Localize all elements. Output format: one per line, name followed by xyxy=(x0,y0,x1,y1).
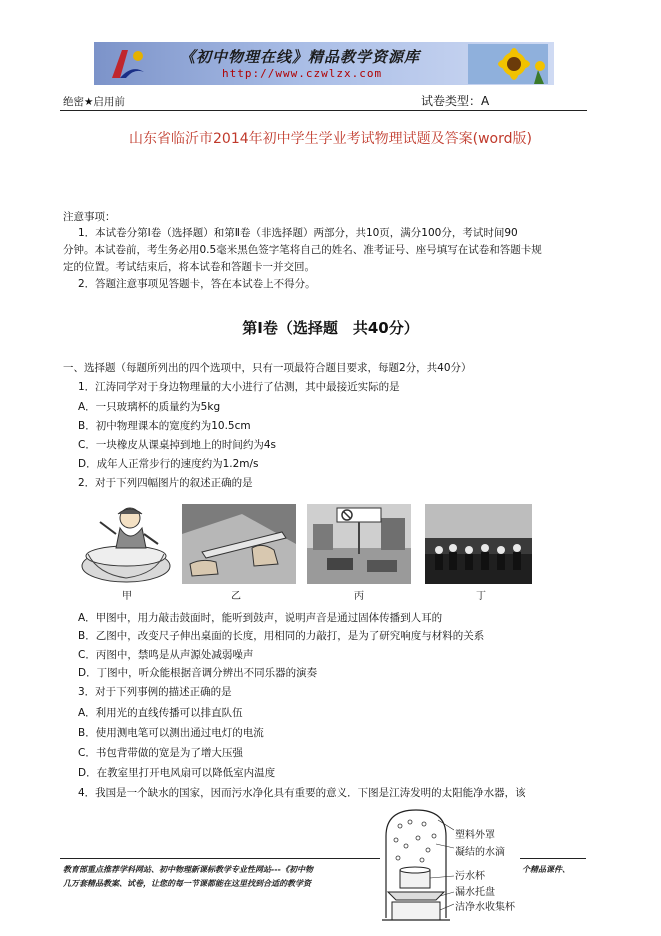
diagram-label: 污水杯 xyxy=(455,871,485,882)
drum-boy-figure xyxy=(78,504,174,584)
option: A．一只玻璃杯的质量约为5kg xyxy=(78,401,221,413)
part-intro: 一、选择题（每题所列出的四个选项中，只有一项最符合题目要求，每题2分，共40分） xyxy=(63,362,472,374)
banner-url: http://www.czwlzx.com xyxy=(222,67,383,80)
option: A．甲图中，用力敲击鼓面时，能听到鼓声，说明声音是通过固体传播到人耳的 xyxy=(78,612,443,624)
diagram-label: 塑料外罩 xyxy=(455,830,495,841)
diagram-label: 漏水托盘 xyxy=(455,887,495,898)
notes-line: 分钟。本试卷前，考生务必用0.5毫米黑色签字笔将自己的姓名、准考证号、座号填写在试卷和答题卡规 xyxy=(63,244,542,256)
figure-caption: 甲 xyxy=(122,591,132,602)
option: A．利用光的直线传播可以排直队伍 xyxy=(78,707,243,719)
option: C．一块橡皮从课桌掉到地上的时间约为4s xyxy=(78,439,276,451)
header-divider xyxy=(60,110,587,111)
question-stem: 2．对于下列四幅图片的叙述正确的是 xyxy=(78,477,253,489)
orchestra-figure xyxy=(425,504,532,584)
figure-caption: 丙 xyxy=(354,591,364,602)
section-title: 第Ⅰ卷（选择题 共40分） xyxy=(242,319,419,337)
option: B．使用测电笔可以测出通过电灯的电流 xyxy=(78,727,264,739)
option: D．成年人正常步行的速度约为1.2m/s xyxy=(78,458,259,470)
question-stem: 4．我国是一个缺水的国家，因而污水净化具有重要的意义．下图是江涛发明的太阳能净水器，该 xyxy=(78,787,526,799)
notes-line: 2．答题注意事项见答题卡，答在本试卷上不得分。 xyxy=(78,278,316,290)
diagram-label: 凝结的水滴 xyxy=(455,847,505,858)
diagram-label: 洁净水收集杯 xyxy=(455,902,515,913)
paper-type: 试卷类型：A xyxy=(421,94,490,108)
option: C．丙图中，禁鸣是从声源处减弱噪声 xyxy=(78,649,254,661)
confidential-mark: 绝密★启用前 xyxy=(63,96,125,108)
option: B．初中物理课本的宽度约为10.5cm xyxy=(78,420,251,432)
sunflower-icon xyxy=(468,44,548,84)
notes-heading: 注意事项： xyxy=(63,211,116,223)
ruler-table-figure xyxy=(182,504,296,584)
notes-line: 定的位置。考试结束后，将本试卷和答题卡一并交回。 xyxy=(63,261,315,273)
option: C．书包背带做的宽是为了增大压强 xyxy=(78,747,243,759)
no-honking-street-figure xyxy=(307,504,411,584)
site-logo-icon xyxy=(108,46,148,82)
document-title: 山东省临沂市2014年初中学生学业考试物理试题及答案(word版) xyxy=(129,131,532,147)
option: D．在教室里打开电风扇可以降低室内温度 xyxy=(78,767,276,779)
footer-divider xyxy=(60,858,380,859)
question-stem: 3．对于下列事例的描述正确的是 xyxy=(78,686,232,698)
figure-caption: 乙 xyxy=(231,591,241,602)
footer-divider xyxy=(520,858,586,859)
footer-text: 个精品课件、 xyxy=(522,865,570,874)
question-stem: 1．江涛同学对于身边物理量的大小进行了估测，其中最接近实际的是 xyxy=(78,381,400,393)
option: D．丁图中，听众能根据音调分辨出不同乐器的演奏 xyxy=(78,667,318,679)
option: B．乙图中，改变尺子伸出桌面的长度，用相同的力敲打，是为了研究响度与材料的关系 xyxy=(78,630,485,642)
solar-purifier-diagram xyxy=(378,806,454,928)
footer-text: 教育部重点推荐学科网站、初中物理新课标教学专业性网站---《初中物 xyxy=(63,865,313,874)
figure-caption: 丁 xyxy=(476,591,486,602)
notes-line: 1．本试卷分第Ⅰ卷（选择题）和第Ⅱ卷（非选择题）两部分，共10页，满分100分，考试时间90 xyxy=(78,227,518,239)
banner-title: 《初中物理在线》精品教学资源库 xyxy=(180,48,421,66)
footer-text: 几万套精品教案、试卷，让您的每一节课都能在这里找到合适的教学资 xyxy=(63,879,311,888)
site-banner xyxy=(94,42,554,85)
